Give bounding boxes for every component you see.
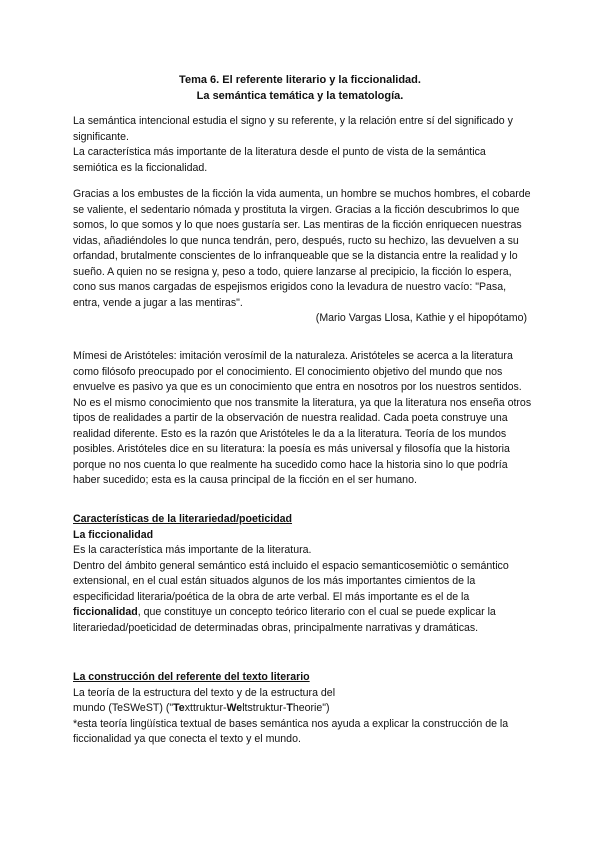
ficcionalidad-text-post: , que constituye un concepto teórico literario con el cual se puede explicar la literariedad/poeticidad de determinadas obras, principalmente narrativas y dramáticas. bbox=[73, 606, 496, 634]
ficcionalidad-paragraph bbox=[73, 559, 533, 637]
teswest-line-1: La teoría de la estructura del texto y de la estructura del bbox=[73, 686, 336, 699]
ficcionalidad-line-1: Es la característica más importante de la literatura. bbox=[73, 544, 312, 556]
page-title bbox=[0, 72, 600, 104]
referente-section bbox=[73, 670, 533, 748]
title-line-2: La semántica temática y la tematología. bbox=[196, 90, 404, 102]
teswest-text-2: ltstruktur- bbox=[242, 702, 287, 714]
intro-paragraph-2: La característica más importante de la literatura desde el punto de vista de la semántica semiótica es la ficcionalidad. bbox=[73, 146, 486, 174]
mimesis-section bbox=[73, 349, 533, 489]
teswest-bold-we: We bbox=[226, 702, 243, 714]
teswest-line-3: *esta teoría lingüística textual de bases semántica nos ayuda a explicar la construcción de la ficcionalidad ya que conecta el texto y el mundo. bbox=[73, 717, 509, 745]
teswest-pre: mundo (TeSWeST) (" bbox=[73, 702, 174, 714]
teswest-text-3: heorie") bbox=[292, 702, 330, 714]
section-heading-literariedad: Características de la literariedad/poeticidad bbox=[73, 513, 293, 525]
title-line-1: Tema 6. El referente literario y la ficcionalidad. bbox=[179, 74, 421, 86]
quote-citation: (Mario Vargas Llosa, Kathie y el hipopótamo) bbox=[315, 312, 527, 324]
quote-section bbox=[73, 187, 533, 327]
quote-text: Gracias a los embustes de la ficción la vida aumenta, un hombre se muchos hombres, el cobarde se valiente, el sedentario nómada y prostituta la virgen. Gracias a la ficción descubrimos lo que somos, lo que somos y lo que noes gustaría ser. Las mentiras de la ficción enriquecen nuestras vidas, añadiéndoles lo que nunca tendrán, pero, después, ructo su hechizo, las devuelven a su orfandad, brutalmente conscientes de lo infranqueable que se la distancia entre la realidad y lo sueño. A quien no se resigna y, peso a todo, quiere lanzarse al precipicio, la ficción lo espera, cono sus manos cargadas de espejismos erigidos cono la levadura de nuestro vacío: "Pasa, entra, vende a jugar a las mentiras". bbox=[73, 188, 531, 309]
ficcionalidad-term: ficcionalidad bbox=[73, 606, 138, 618]
teswest-bold-te: Te bbox=[173, 702, 185, 714]
ficcionalidad-text-pre: Dentro del ámbito general semántico está incluido el espacio semanticosemiòtic o semántico extensional, en el cual están situados algunos de los más importantes cimientos de la especificidad literaria/poética de la obra de arte verbal. El más importante es el de la bbox=[73, 559, 509, 603]
intro-section bbox=[73, 114, 533, 176]
teswest-bold-t: T bbox=[286, 702, 293, 714]
subheading-ficcionalidad: La ficcionalidad bbox=[73, 528, 154, 541]
intro-paragraph-1: La semántica intencional estudia el signo y su referente, y la relación entre sí del significado y significante. bbox=[73, 115, 513, 143]
section-heading-referente: La construcción del referente del texto literario bbox=[73, 671, 310, 683]
literariedad-section bbox=[73, 512, 533, 636]
teswest-line-2 bbox=[73, 701, 533, 717]
teswest-text-1: xttruktur- bbox=[184, 702, 227, 714]
mimesis-paragraph: Mímesi de Aristóteles: imitación verosímil de la naturaleza. Aristóteles se acerca a la literatura como filósofo preocupado por el conocimiento. El conocimiento objetivo del mundo que nos envuelve es pasivo ya que es un conocimiento que entra en nosotros por los nuestros sentidos. No es el mismo conocimiento que nos transmite la literatura, ya que la literatura nos enseña otros tipos de realidades a partir de la observación de nuestra realidad. Cada poeta construye una realidad diferente. Esto es la razón que Aristóteles le da a la literatura. Teoría de los mundos posibles. Aristóteles dice en su literatura: la poesía es más universal y filosofía que la historia porque no nos cuenta lo que realmente ha sucedido como hace la historia sino lo que podría haber sucedido; esta es la causa principal de la ficción en el ser humano. bbox=[73, 350, 532, 486]
